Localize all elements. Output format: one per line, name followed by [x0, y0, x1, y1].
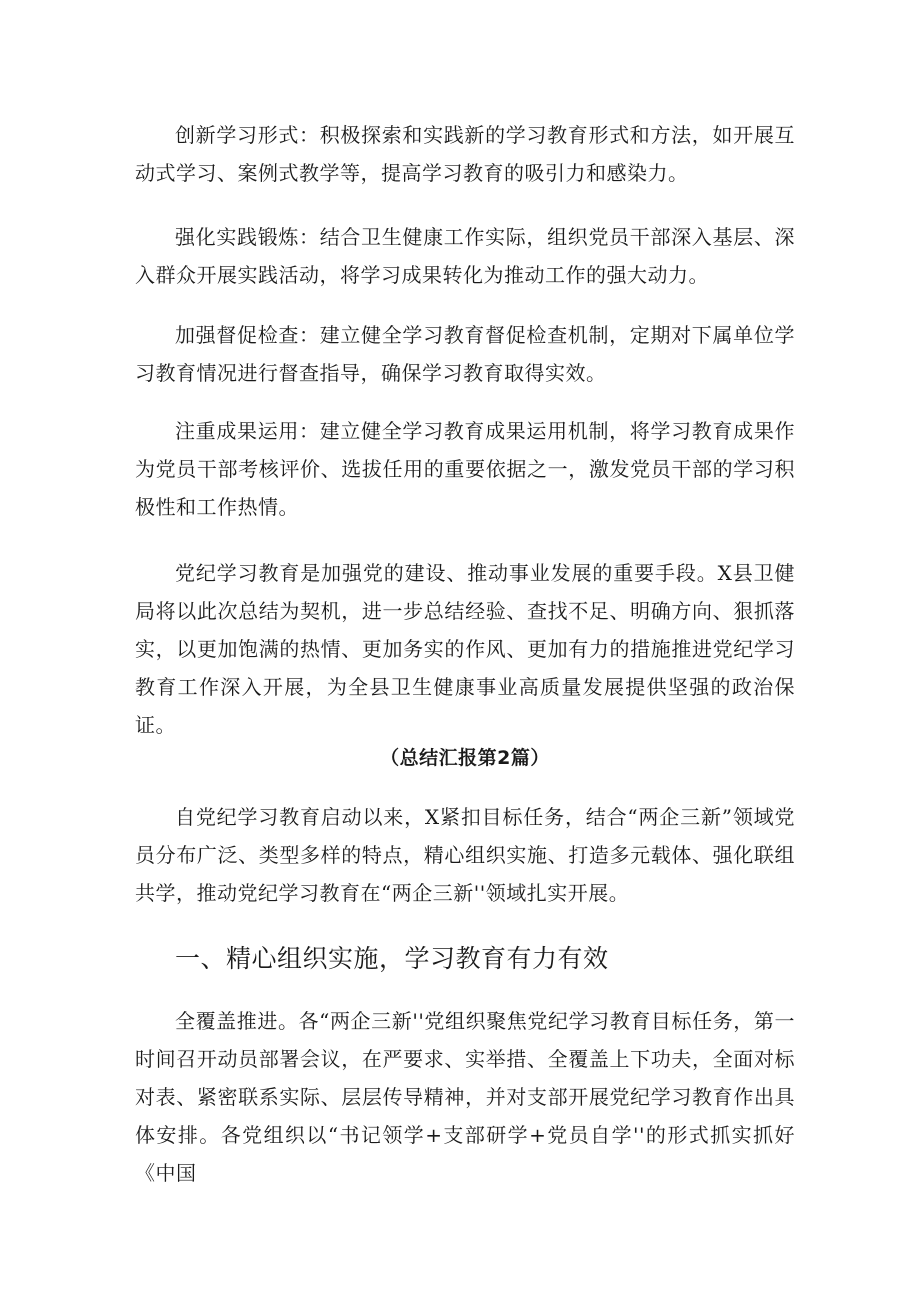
section-heading: 一、精心组织实施，学习教育有力有效	[175, 944, 609, 973]
paragraph-full-coverage: 全覆盖推进。各“两企三新''党组织聚焦党纪学习教育目标任务，第一时间召开动员部署会议，在严要求、实举措、全覆盖上下功夫，全面对标对表、紧密联系实际、层层传导精神，并对支部开展党纪学习教育作出具体安排。各党组织以“书记领学+支部研学+党员自学''的形式抓实抓好《中国	[135, 1009, 795, 1185]
paragraph-innovate-learning-forms: 创新学习形式：积极探索和实践新的学习教育形式和方法，如开展互动式学习、案例式教学等，提高学习教育的吸引力和感染力。	[135, 123, 795, 185]
paragraph-strengthen-practice: 强化实践锻炼：结合卫生健康工作实际，组织党员干部深入基层、深入群众开展实践活动，将学习成果转化为推动工作的强大动力。	[135, 225, 795, 287]
document-subtitle: （总结汇报第2篇）	[380, 747, 550, 769]
paragraph-conclusion: 党纪学习教育是加强党的建设、推动事业发展的重要手段。X县卫健局将以此次总结为契机，进一步总结经验、查找不足、明确方向、狠抓落实，以更加饱满的热情、更加务实的作风、更加有力的措施推进党纪学习教育工作深入开展，为全县卫生健康事业高质量发展提供坚强的政治保证。	[135, 561, 795, 737]
paragraph-results-application: 注重成果运用：建立健全学习教育成果运用机制，将学习教育成果作为党员干部考核评价、选拔任用的重要依据之一，激发党员干部的学习积极性和工作热情。	[135, 419, 795, 519]
paragraph-supervision-inspection: 加强督促检查：建立健全学习教育督促检查机制，定期对下属单位学习教育情况进行督查指导，确保学习教育取得实效。	[135, 323, 795, 385]
paragraph-intro: 自党纪学习教育启动以来，X紧扣目标任务，结合“两企三新”领域党员分布广泛、类型多样的特点，精心组织实施、打造多元载体、强化联组共学，推动党纪学习教育在“两企三新''领域扎实开展。	[135, 805, 795, 905]
